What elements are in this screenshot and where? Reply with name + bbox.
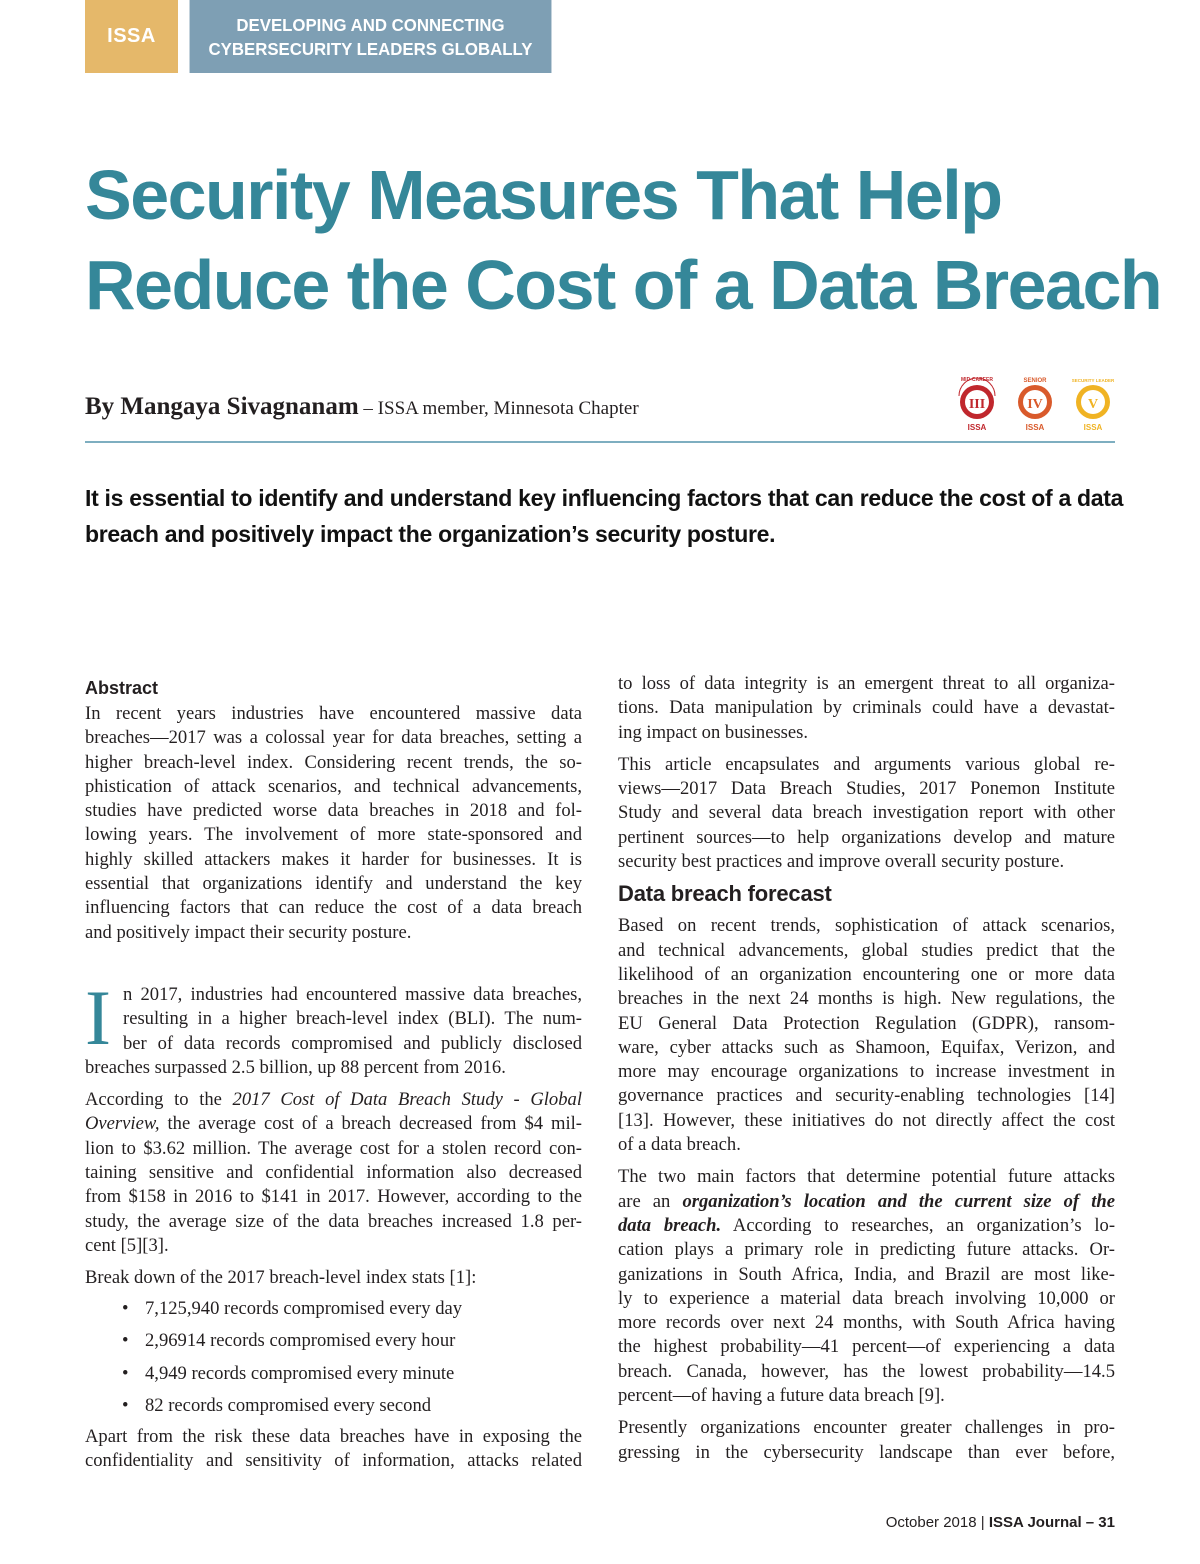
text-line: essential that organizations identify and understand the key	[85, 873, 582, 895]
text-line: breaches in the next 24 months is high. New regulations, the	[618, 988, 1115, 1010]
list-item: • 82 records compromised every second	[85, 1390, 582, 1423]
text-line: studies have predicted worse data breaches in 2018 and fol-	[85, 800, 582, 822]
text-line: ly to experience a material data breach involving 10,000 or	[618, 1287, 1115, 1309]
text-line: higher breach-level index. Considering recent trends, the so-	[85, 751, 582, 773]
text-line: Overview, the average cost of a breach decreased from $4 mil-	[85, 1113, 582, 1135]
text-line: percent—of having a future data breach [9].	[618, 1385, 945, 1407]
title-line: Reduce the Cost of a Data Breach	[85, 246, 1162, 324]
banner-tagline-line: DEVELOPING AND CONNECTING	[236, 15, 505, 35]
badge-org: ISSA	[1083, 423, 1103, 432]
text-line: The two main factors that determine potential future attacks	[618, 1166, 1115, 1188]
badge-label: MID-CAREER	[961, 377, 993, 383]
text-line: tions. Data manipulation by criminals could have a devastat-	[618, 697, 1115, 719]
mid-career-badge-icon	[954, 374, 1000, 432]
text-line: gressing in the cybersecurity landscape than ever before,	[618, 1441, 1115, 1463]
byline-divider	[85, 441, 1115, 443]
stats-list	[85, 1293, 582, 1423]
text-line: highly skilled attackers makes it harder for businesses. It is	[85, 848, 582, 870]
text-line: phistication of attack scenarios, and technical advancements,	[85, 775, 582, 797]
intro-paragraph	[85, 973, 582, 1080]
text-line: are an organization’s location and the current size of the	[618, 1190, 1115, 1212]
banner-divider	[178, 0, 182, 73]
text-line: breach. Canada, however, has the lowest probability—14.5	[618, 1360, 1115, 1382]
text-line: EU General Data Protection Regulation (GDPR), ransom-	[618, 1012, 1115, 1034]
article-title	[85, 150, 1162, 330]
text-line: the highest probability—41 percent—of experiencing a data	[618, 1336, 1115, 1358]
text-line: breaches surpassed 2.5 billion, up 88 percent from 2016.	[85, 1056, 506, 1078]
banner-tagline	[190, 0, 552, 73]
banner-org-label: ISSA	[85, 0, 178, 73]
badge-org: ISSA	[967, 423, 987, 432]
footer-separator: |	[976, 1514, 989, 1531]
text-line: views—2017 Data Breach Studies, 2017 Ponemon Institute	[618, 778, 1115, 800]
badge-numeral: V	[1087, 397, 1099, 412]
text-line: and positively impact their security posture.	[85, 921, 412, 943]
badge-org: ISSA	[1025, 423, 1045, 432]
text-line: Study and several data breach investigation report with other	[618, 802, 1115, 824]
deck-line: It is essential to identify and understand key influencing factors that can reduce the cost of a data	[85, 485, 1124, 511]
author-affiliation: – ISSA member, Minnesota Chapter	[358, 398, 639, 419]
text-line: ing impact on businesses.	[618, 721, 809, 743]
text-line: to loss of data integrity is an emergent threat to all organiza-	[618, 673, 1115, 694]
title-line: Security Measures That Help	[85, 156, 1002, 234]
text-line: confidentiality and sensitivity of information, attacks related	[85, 1449, 582, 1471]
badge-numeral: IV	[1027, 397, 1043, 412]
text-line: security best practices and improve overall security posture.	[618, 851, 1065, 873]
text-line: lowing years. The involvement of more state-sponsored and	[85, 824, 582, 846]
text-line: from $158 in 2016 to $141 in 2017. However, according to the	[85, 1186, 582, 1208]
deck-line: breach and positively impact the organization’s security posture.	[85, 521, 776, 547]
list-item: • 4,949 records compromised every minute	[85, 1358, 582, 1391]
emphasis-text: organization’s location and the current size of the	[682, 1190, 1115, 1212]
text-line: Apart from the risk these data breaches have in exposing the	[85, 1425, 582, 1447]
section-heading: Data breach forecast	[618, 881, 832, 907]
right-column	[618, 672, 1115, 1465]
text-line: likelihood of an organization encountering one or more data	[618, 963, 1115, 985]
badge-numeral: III	[968, 397, 986, 412]
list-item: • 7,125,940 records compromised every day	[85, 1293, 582, 1326]
badge-label: SENIOR	[1023, 378, 1047, 384]
stats-intro: Break down of the 2017 breach-level index stats [1]:	[85, 1267, 477, 1289]
study-title: Overview,	[85, 1113, 160, 1135]
byline	[85, 393, 639, 421]
text-line: more may encourage organizations to increase investment in	[618, 1061, 1115, 1083]
text-line: According to the 2017 Cost of Data Breach Study - Global	[85, 1089, 582, 1111]
text-line: more records over next 24 months, with South Africa having	[618, 1312, 1115, 1334]
text-line: Presently organizations encounter greater challenges in pro-	[618, 1417, 1115, 1439]
text-line: breaches—2017 was a colossal year for data breaches, setting a	[85, 727, 582, 749]
text-line: ganizations in South Africa, India, and Brazil are most like-	[618, 1263, 1115, 1285]
text-line: In recent years industries have encountered massive data	[85, 703, 582, 724]
text-line: study, the average size of the data breaches increased 1.8 per-	[85, 1210, 582, 1232]
left-column	[85, 672, 582, 1473]
text-line: cent [5][3].	[85, 1234, 169, 1256]
badge-label: SECURITY LEADER	[1071, 378, 1115, 383]
text-line: [13]. However, these initiatives do not directly affect the cost	[618, 1109, 1115, 1131]
text-line: This article encapsulates and arguments various global re-	[618, 753, 1115, 775]
text-line: governance practices and security-enabling technologies [14]	[618, 1085, 1115, 1107]
summary-paragraph	[618, 753, 1115, 874]
text-line: ber of data records compromised and publicly disclosed	[123, 1032, 582, 1054]
senior-badge-icon	[1012, 374, 1058, 432]
career-level-badges	[954, 374, 1116, 432]
drop-cap: I	[85, 973, 111, 1061]
text-line: resulting in a higher breach-level index (BLI). The num-	[123, 1008, 582, 1030]
text-line: ware, cyber attacks such as Shamoon, Equifax, Verizon, and	[618, 1036, 1115, 1058]
article-deck	[85, 480, 1125, 552]
continued-paragraph	[618, 672, 1115, 745]
emphasis-text: data breach.	[618, 1214, 722, 1236]
text-line: cation plays a primary role in predicting future attacks. Or-	[618, 1239, 1115, 1261]
closing-paragraph	[618, 1416, 1115, 1465]
text-line: taining sensitive and confidential information also decreased	[85, 1162, 582, 1184]
text-line: lion to $3.62 million. The average cost for a stolen record con-	[85, 1137, 582, 1159]
header-banner	[85, 0, 559, 73]
study-title: 2017 Cost of Data Breach Study - Global	[232, 1089, 582, 1111]
issue-date: October 2018	[885, 1514, 977, 1531]
abstract-paragraph	[85, 702, 582, 945]
cost-paragraph	[85, 1088, 582, 1258]
text-line: data breach. According to researches, an organization’s lo-	[618, 1214, 1115, 1236]
text-line: of a data breach.	[618, 1134, 741, 1156]
text-line: influencing factors that can reduce the cost of a data breach	[85, 897, 582, 919]
text-line: pertinent sources—to help organizations develop and mature	[618, 826, 1115, 848]
forecast-paragraph	[618, 914, 1115, 1157]
banner-tagline-line: CYBERSECURITY LEADERS GLOBALLY	[208, 39, 533, 59]
author-name: By Mangaya Sivagnanam	[85, 393, 359, 420]
abstract-heading: Abstract	[85, 678, 159, 698]
risk-paragraph	[85, 1425, 582, 1474]
list-item: • 2,96914 records compromised every hour	[85, 1325, 582, 1358]
text-line: and technical advancements, global studies predict that the	[618, 939, 1115, 961]
text-line: n 2017, industries had encountered massive data breaches,	[123, 983, 582, 1005]
factors-paragraph	[618, 1165, 1115, 1408]
page-footer	[886, 1514, 1115, 1531]
journal-page: ISSA Journal – 31	[988, 1514, 1115, 1531]
security-leader-badge-icon	[1070, 374, 1116, 432]
text-line: Based on recent trends, sophistication of attack scenarios,	[618, 915, 1115, 937]
